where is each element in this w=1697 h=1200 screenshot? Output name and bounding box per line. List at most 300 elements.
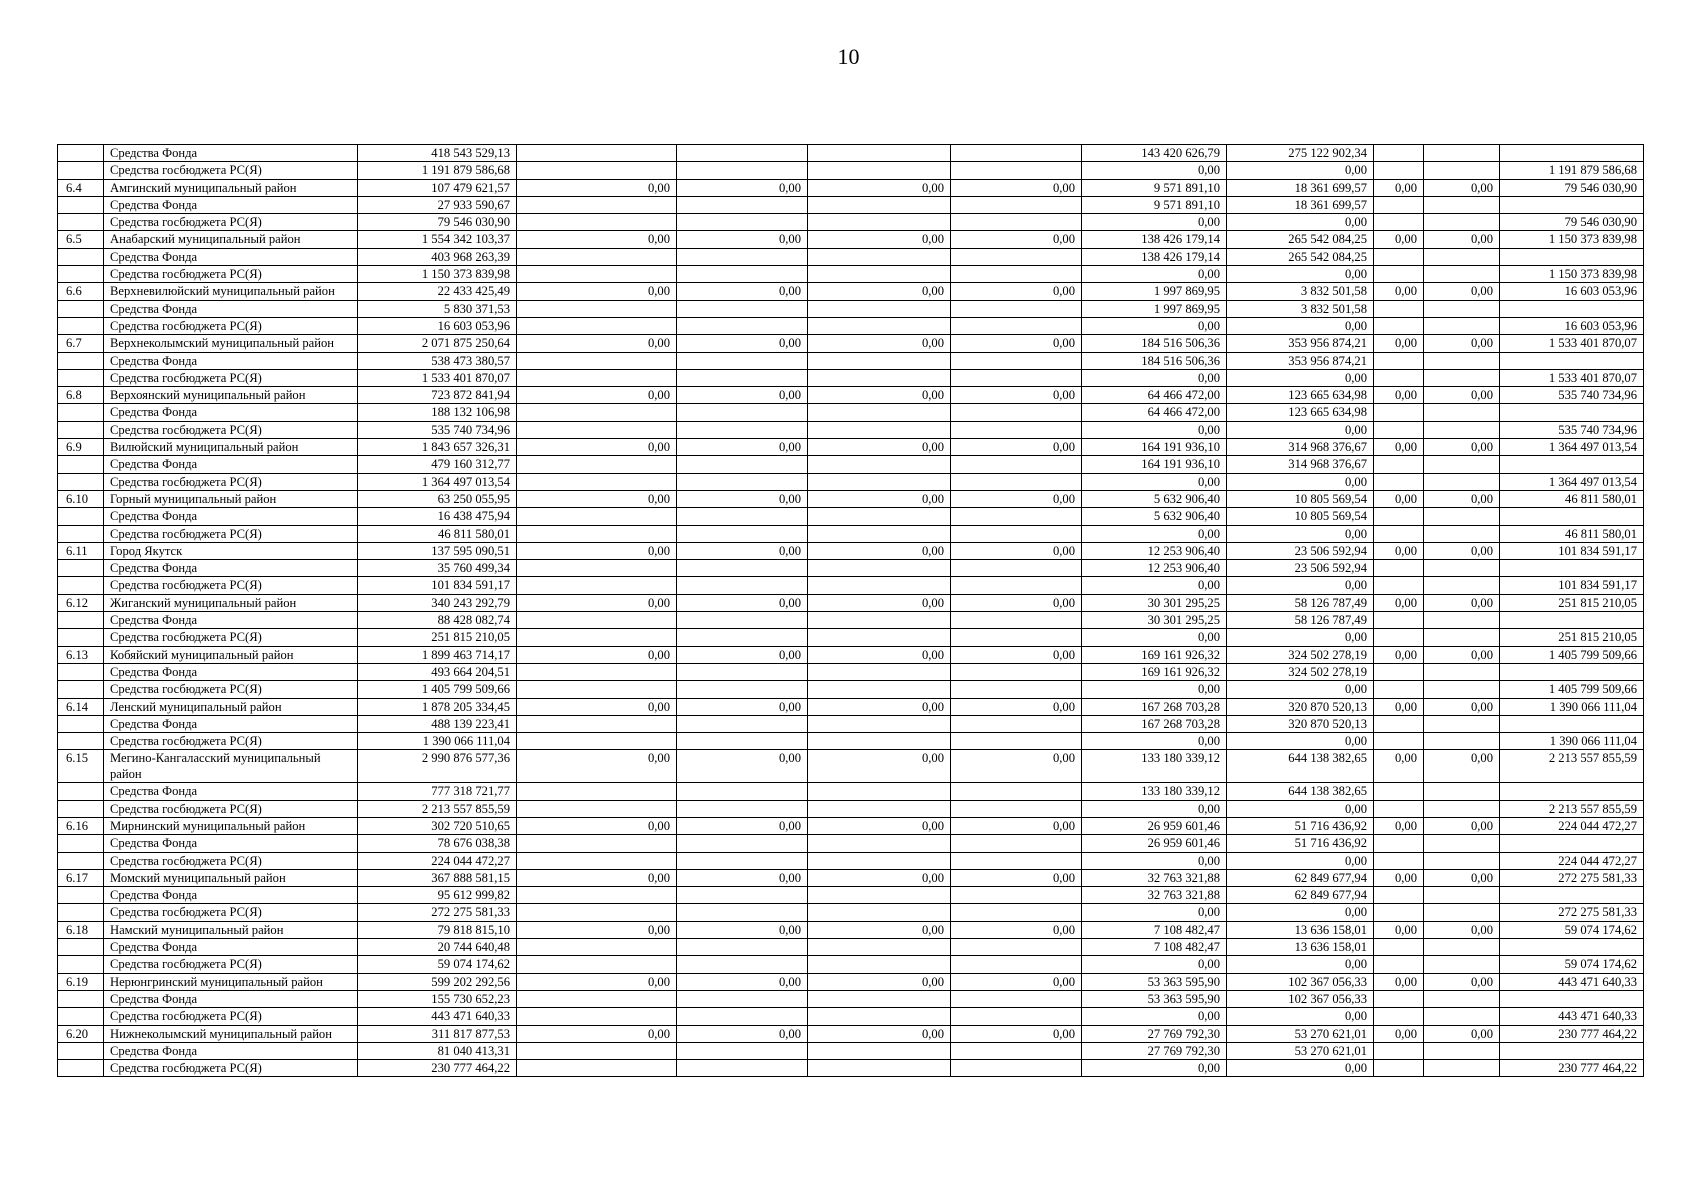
cell-total: 251 815 210,05 xyxy=(358,629,517,646)
cell-col5 xyxy=(808,733,951,750)
cell-col5 xyxy=(808,835,951,852)
cell-col11 xyxy=(1500,783,1644,800)
cell-col11: 46 811 580,01 xyxy=(1500,490,1644,507)
cell-name: Средства госбюджета РС(Я) xyxy=(104,473,358,490)
table-row xyxy=(58,1042,1644,1059)
cell-total: 1 899 463 714,17 xyxy=(358,646,517,663)
cell-index xyxy=(58,887,104,904)
cell-col10 xyxy=(1424,145,1500,162)
cell-col3: 0,00 xyxy=(517,973,677,990)
cell-total: 59 074 174,62 xyxy=(358,956,517,973)
table-row xyxy=(58,800,1644,817)
cell-col4 xyxy=(677,852,808,869)
cell-col9: 0,00 xyxy=(1374,817,1424,834)
cell-index xyxy=(58,214,104,231)
cell-col6 xyxy=(951,1008,1082,1025)
cell-col4 xyxy=(677,300,808,317)
cell-col11: 59 074 174,62 xyxy=(1500,921,1644,938)
cell-col10: 0,00 xyxy=(1424,283,1500,300)
cell-col11 xyxy=(1500,990,1644,1007)
cell-col6: 0,00 xyxy=(951,921,1082,938)
cell-col3: 0,00 xyxy=(517,542,677,559)
cell-col11: 101 834 591,17 xyxy=(1500,542,1644,559)
cell-col10 xyxy=(1424,266,1500,283)
cell-col10 xyxy=(1424,214,1500,231)
cell-name: Нерюнгринский муниципальный район xyxy=(104,973,358,990)
cell-col9 xyxy=(1374,990,1424,1007)
cell-index: 6.11 xyxy=(58,542,104,559)
table-row xyxy=(58,990,1644,1007)
cell-col5 xyxy=(808,577,951,594)
cell-col7: 26 959 601,46 xyxy=(1082,817,1227,834)
cell-col3: 0,00 xyxy=(517,1025,677,1042)
cell-col3 xyxy=(517,456,677,473)
cell-col4 xyxy=(677,473,808,490)
cell-col9 xyxy=(1374,525,1424,542)
table-row xyxy=(58,594,1644,611)
cell-col7: 0,00 xyxy=(1082,369,1227,386)
table-row xyxy=(58,869,1644,886)
cell-total: 599 202 292,56 xyxy=(358,973,517,990)
cell-col6 xyxy=(951,800,1082,817)
cell-col5 xyxy=(808,1042,951,1059)
cell-col9 xyxy=(1374,612,1424,629)
cell-total: 723 872 841,94 xyxy=(358,387,517,404)
cell-total: 311 817 877,53 xyxy=(358,1025,517,1042)
cell-col11 xyxy=(1500,508,1644,525)
cell-col3 xyxy=(517,369,677,386)
cell-col10 xyxy=(1424,300,1500,317)
cell-col4 xyxy=(677,317,808,334)
cell-col5 xyxy=(808,404,951,421)
cell-name: Момский муниципальный район xyxy=(104,869,358,886)
cell-total: 493 664 204,51 xyxy=(358,663,517,680)
cell-col8: 0,00 xyxy=(1227,162,1374,179)
cell-col8: 314 968 376,67 xyxy=(1227,456,1374,473)
cell-col5: 0,00 xyxy=(808,869,951,886)
cell-col5 xyxy=(808,196,951,213)
cell-col5: 0,00 xyxy=(808,231,951,248)
cell-index xyxy=(58,990,104,1007)
cell-col9 xyxy=(1374,352,1424,369)
cell-col4 xyxy=(677,266,808,283)
cell-col9: 0,00 xyxy=(1374,179,1424,196)
cell-name: Нижнеколымский муниципальный район xyxy=(104,1025,358,1042)
cell-name: Верхоянский муниципальный район xyxy=(104,387,358,404)
cell-total: 443 471 640,33 xyxy=(358,1008,517,1025)
cell-name: Средства Фонда xyxy=(104,1042,358,1059)
cell-col10 xyxy=(1424,404,1500,421)
table-row xyxy=(58,214,1644,231)
cell-total: 63 250 055,95 xyxy=(358,490,517,507)
cell-col9 xyxy=(1374,835,1424,852)
cell-col9 xyxy=(1374,214,1424,231)
cell-col6: 0,00 xyxy=(951,1025,1082,1042)
cell-col5: 0,00 xyxy=(808,387,951,404)
cell-col11: 443 471 640,33 xyxy=(1500,973,1644,990)
cell-col8: 13 636 158,01 xyxy=(1227,921,1374,938)
cell-index xyxy=(58,715,104,732)
cell-index xyxy=(58,663,104,680)
cell-col4 xyxy=(677,835,808,852)
cell-col11: 1 405 799 509,66 xyxy=(1500,681,1644,698)
table-row xyxy=(58,629,1644,646)
cell-col4: 0,00 xyxy=(677,750,808,783)
cell-col8: 0,00 xyxy=(1227,681,1374,698)
cell-total: 1 191 879 586,68 xyxy=(358,162,517,179)
cell-name: Анабарский муниципальный район xyxy=(104,231,358,248)
cell-col10: 0,00 xyxy=(1424,1025,1500,1042)
cell-col11 xyxy=(1500,196,1644,213)
cell-col7: 0,00 xyxy=(1082,266,1227,283)
table-row xyxy=(58,369,1644,386)
cell-total: 79 818 815,10 xyxy=(358,921,517,938)
cell-total: 155 730 652,23 xyxy=(358,990,517,1007)
cell-col4: 0,00 xyxy=(677,439,808,456)
cell-col10 xyxy=(1424,369,1500,386)
cell-col9: 0,00 xyxy=(1374,698,1424,715)
cell-col11: 59 074 174,62 xyxy=(1500,956,1644,973)
cell-col9: 0,00 xyxy=(1374,1025,1424,1042)
cell-col7: 184 516 506,36 xyxy=(1082,352,1227,369)
cell-index: 6.18 xyxy=(58,921,104,938)
cell-col8: 0,00 xyxy=(1227,1008,1374,1025)
cell-col5 xyxy=(808,783,951,800)
cell-name: Средства Фонда xyxy=(104,404,358,421)
cell-col6 xyxy=(951,663,1082,680)
cell-index: 6.10 xyxy=(58,490,104,507)
table-row xyxy=(58,439,1644,456)
cell-col10: 0,00 xyxy=(1424,973,1500,990)
cell-total: 2 071 875 250,64 xyxy=(358,335,517,352)
cell-col3 xyxy=(517,990,677,1007)
cell-col10: 0,00 xyxy=(1424,387,1500,404)
cell-col6 xyxy=(951,352,1082,369)
cell-col10 xyxy=(1424,990,1500,1007)
cell-index: 6.9 xyxy=(58,439,104,456)
cell-col7: 7 108 482,47 xyxy=(1082,921,1227,938)
cell-col3 xyxy=(517,317,677,334)
cell-col10: 0,00 xyxy=(1424,750,1500,783)
table-row xyxy=(58,646,1644,663)
table-row xyxy=(58,887,1644,904)
cell-col4 xyxy=(677,214,808,231)
cell-col5 xyxy=(808,248,951,265)
cell-col7: 30 301 295,25 xyxy=(1082,612,1227,629)
cell-total: 302 720 510,65 xyxy=(358,817,517,834)
cell-col4 xyxy=(677,990,808,1007)
cell-col7: 0,00 xyxy=(1082,421,1227,438)
cell-col8: 0,00 xyxy=(1227,577,1374,594)
cell-col7: 0,00 xyxy=(1082,904,1227,921)
cell-col11 xyxy=(1500,1042,1644,1059)
cell-name: Средства госбюджета РС(Я) xyxy=(104,266,358,283)
cell-index xyxy=(58,421,104,438)
cell-name: Средства госбюджета РС(Я) xyxy=(104,214,358,231)
table-row xyxy=(58,973,1644,990)
cell-col11: 224 044 472,27 xyxy=(1500,817,1644,834)
cell-col8: 102 367 056,33 xyxy=(1227,973,1374,990)
cell-col10 xyxy=(1424,508,1500,525)
cell-col7: 9 571 891,10 xyxy=(1082,179,1227,196)
cell-col11 xyxy=(1500,715,1644,732)
cell-col6 xyxy=(951,681,1082,698)
cell-col6 xyxy=(951,248,1082,265)
cell-col6 xyxy=(951,525,1082,542)
cell-col6 xyxy=(951,612,1082,629)
cell-col9 xyxy=(1374,473,1424,490)
cell-col6 xyxy=(951,369,1082,386)
cell-col10 xyxy=(1424,939,1500,956)
cell-col6: 0,00 xyxy=(951,594,1082,611)
cell-name: Средства госбюджета РС(Я) xyxy=(104,162,358,179)
cell-total: 538 473 380,57 xyxy=(358,352,517,369)
cell-col4: 0,00 xyxy=(677,594,808,611)
cell-index: 6.8 xyxy=(58,387,104,404)
cell-col8: 0,00 xyxy=(1227,733,1374,750)
cell-name: Средства Фонда xyxy=(104,663,358,680)
cell-col11: 2 213 557 855,59 xyxy=(1500,800,1644,817)
cell-col8: 3 832 501,58 xyxy=(1227,300,1374,317)
cell-total: 2 990 876 577,36 xyxy=(358,750,517,783)
cell-total: 272 275 581,33 xyxy=(358,904,517,921)
cell-index xyxy=(58,733,104,750)
cell-col7: 164 191 936,10 xyxy=(1082,456,1227,473)
cell-col5: 0,00 xyxy=(808,646,951,663)
cell-col11 xyxy=(1500,404,1644,421)
cell-col8: 353 956 874,21 xyxy=(1227,335,1374,352)
cell-col5 xyxy=(808,560,951,577)
cell-col7: 133 180 339,12 xyxy=(1082,750,1227,783)
cell-col11 xyxy=(1500,248,1644,265)
cell-col7: 7 108 482,47 xyxy=(1082,939,1227,956)
cell-col6 xyxy=(951,266,1082,283)
cell-index xyxy=(58,456,104,473)
cell-col11: 1 405 799 509,66 xyxy=(1500,646,1644,663)
funding-table xyxy=(57,144,1644,1077)
cell-col5: 0,00 xyxy=(808,335,951,352)
cell-col3: 0,00 xyxy=(517,387,677,404)
cell-col4 xyxy=(677,248,808,265)
cell-col5: 0,00 xyxy=(808,594,951,611)
cell-col8: 62 849 677,94 xyxy=(1227,869,1374,886)
cell-col7: 0,00 xyxy=(1082,800,1227,817)
cell-col3 xyxy=(517,577,677,594)
cell-col10 xyxy=(1424,715,1500,732)
cell-col9 xyxy=(1374,939,1424,956)
cell-col8: 62 849 677,94 xyxy=(1227,887,1374,904)
cell-col11: 1 533 401 870,07 xyxy=(1500,335,1644,352)
cell-col9 xyxy=(1374,1042,1424,1059)
cell-col11 xyxy=(1500,560,1644,577)
cell-total: 88 428 082,74 xyxy=(358,612,517,629)
cell-col6: 0,00 xyxy=(951,179,1082,196)
cell-col9 xyxy=(1374,956,1424,973)
cell-col10: 0,00 xyxy=(1424,594,1500,611)
cell-col9 xyxy=(1374,300,1424,317)
cell-col10: 0,00 xyxy=(1424,817,1500,834)
cell-col11: 79 546 030,90 xyxy=(1500,214,1644,231)
cell-name: Средства госбюджета РС(Я) xyxy=(104,629,358,646)
cell-col11: 101 834 591,17 xyxy=(1500,577,1644,594)
cell-col5 xyxy=(808,629,951,646)
table-row xyxy=(58,490,1644,507)
cell-col8: 0,00 xyxy=(1227,956,1374,973)
cell-col3 xyxy=(517,887,677,904)
cell-col8: 123 665 634,98 xyxy=(1227,387,1374,404)
cell-total: 101 834 591,17 xyxy=(358,577,517,594)
cell-col6 xyxy=(951,956,1082,973)
cell-col4 xyxy=(677,508,808,525)
cell-total: 5 830 371,53 xyxy=(358,300,517,317)
cell-col7: 12 253 906,40 xyxy=(1082,560,1227,577)
cell-col7: 64 466 472,00 xyxy=(1082,404,1227,421)
cell-name: Средства Фонда xyxy=(104,887,358,904)
cell-col9 xyxy=(1374,783,1424,800)
cell-name: Средства госбюджета РС(Я) xyxy=(104,1060,358,1077)
cell-col4 xyxy=(677,956,808,973)
cell-col8: 0,00 xyxy=(1227,1060,1374,1077)
cell-name: Средства Фонда xyxy=(104,508,358,525)
cell-index xyxy=(58,369,104,386)
cell-name: Средства Фонда xyxy=(104,456,358,473)
cell-col6 xyxy=(951,508,1082,525)
cell-col11 xyxy=(1500,835,1644,852)
table-row xyxy=(58,421,1644,438)
table-row xyxy=(58,508,1644,525)
table-row xyxy=(58,852,1644,869)
cell-total: 1 150 373 839,98 xyxy=(358,266,517,283)
cell-col5 xyxy=(808,681,951,698)
cell-col3 xyxy=(517,1060,677,1077)
cell-col4 xyxy=(677,1060,808,1077)
cell-col10 xyxy=(1424,800,1500,817)
cell-index: 6.17 xyxy=(58,869,104,886)
cell-col8: 0,00 xyxy=(1227,852,1374,869)
cell-col11: 1 191 879 586,68 xyxy=(1500,162,1644,179)
cell-col5: 0,00 xyxy=(808,439,951,456)
cell-col3 xyxy=(517,473,677,490)
cell-total: 188 132 106,98 xyxy=(358,404,517,421)
cell-col8: 265 542 084,25 xyxy=(1227,231,1374,248)
cell-col8: 644 138 382,65 xyxy=(1227,783,1374,800)
table-row xyxy=(58,283,1644,300)
cell-index xyxy=(58,560,104,577)
cell-col6 xyxy=(951,887,1082,904)
cell-col9 xyxy=(1374,1008,1424,1025)
cell-col7: 0,00 xyxy=(1082,681,1227,698)
cell-index: 6.15 xyxy=(58,750,104,783)
table-row xyxy=(58,835,1644,852)
cell-col9: 0,00 xyxy=(1374,594,1424,611)
cell-col4: 0,00 xyxy=(677,335,808,352)
cell-col10 xyxy=(1424,577,1500,594)
cell-col11: 251 815 210,05 xyxy=(1500,629,1644,646)
cell-total: 1 533 401 870,07 xyxy=(358,369,517,386)
cell-col9: 0,00 xyxy=(1374,646,1424,663)
cell-col3 xyxy=(517,560,677,577)
cell-col3 xyxy=(517,525,677,542)
cell-total: 22 433 425,49 xyxy=(358,283,517,300)
cell-col10 xyxy=(1424,733,1500,750)
cell-col7: 26 959 601,46 xyxy=(1082,835,1227,852)
cell-col7: 167 268 703,28 xyxy=(1082,698,1227,715)
cell-col10 xyxy=(1424,456,1500,473)
cell-col4 xyxy=(677,715,808,732)
cell-col6 xyxy=(951,214,1082,231)
cell-col11: 16 603 053,96 xyxy=(1500,317,1644,334)
cell-index: 6.7 xyxy=(58,335,104,352)
cell-col7: 27 769 792,30 xyxy=(1082,1025,1227,1042)
cell-col6 xyxy=(951,904,1082,921)
cell-col3: 0,00 xyxy=(517,335,677,352)
cell-col7: 0,00 xyxy=(1082,162,1227,179)
cell-index xyxy=(58,800,104,817)
cell-col10: 0,00 xyxy=(1424,490,1500,507)
cell-col9 xyxy=(1374,317,1424,334)
cell-col4 xyxy=(677,145,808,162)
table-row xyxy=(58,248,1644,265)
cell-col10 xyxy=(1424,1042,1500,1059)
cell-col7: 184 516 506,36 xyxy=(1082,335,1227,352)
cell-col9 xyxy=(1374,887,1424,904)
cell-col6 xyxy=(951,317,1082,334)
cell-name: Средства госбюджета РС(Я) xyxy=(104,904,358,921)
cell-col8: 58 126 787,49 xyxy=(1227,612,1374,629)
cell-col3: 0,00 xyxy=(517,179,677,196)
cell-col3 xyxy=(517,681,677,698)
cell-col4: 0,00 xyxy=(677,817,808,834)
cell-col5 xyxy=(808,939,951,956)
cell-name: Средства Фонда xyxy=(104,835,358,852)
cell-col7: 0,00 xyxy=(1082,852,1227,869)
cell-col8: 58 126 787,49 xyxy=(1227,594,1374,611)
cell-col11 xyxy=(1500,612,1644,629)
table-row xyxy=(58,1008,1644,1025)
cell-col4 xyxy=(677,612,808,629)
cell-col3 xyxy=(517,214,677,231)
cell-col6 xyxy=(951,990,1082,1007)
cell-col4 xyxy=(677,162,808,179)
cell-col8: 324 502 278,19 xyxy=(1227,646,1374,663)
cell-col8: 320 870 520,13 xyxy=(1227,698,1374,715)
cell-name: Верхнеколымский муниципальный район xyxy=(104,335,358,352)
cell-name: Средства Фонда xyxy=(104,145,358,162)
cell-col7: 30 301 295,25 xyxy=(1082,594,1227,611)
cell-total: 107 479 621,57 xyxy=(358,179,517,196)
cell-col4 xyxy=(677,887,808,904)
cell-col9: 0,00 xyxy=(1374,921,1424,938)
cell-col9 xyxy=(1374,369,1424,386)
cell-col3: 0,00 xyxy=(517,921,677,938)
table-row xyxy=(58,456,1644,473)
cell-index xyxy=(58,783,104,800)
cell-col10: 0,00 xyxy=(1424,698,1500,715)
cell-col5 xyxy=(808,990,951,1007)
cell-col10: 0,00 xyxy=(1424,921,1500,938)
cell-col7: 32 763 321,88 xyxy=(1082,869,1227,886)
cell-index xyxy=(58,577,104,594)
cell-col3 xyxy=(517,835,677,852)
table-row xyxy=(58,817,1644,834)
cell-col7: 64 466 472,00 xyxy=(1082,387,1227,404)
cell-col7: 32 763 321,88 xyxy=(1082,887,1227,904)
cell-name: Амгинский муниципальный район xyxy=(104,179,358,196)
cell-col3 xyxy=(517,956,677,973)
table-row xyxy=(58,352,1644,369)
cell-col7: 0,00 xyxy=(1082,525,1227,542)
cell-total: 224 044 472,27 xyxy=(358,852,517,869)
